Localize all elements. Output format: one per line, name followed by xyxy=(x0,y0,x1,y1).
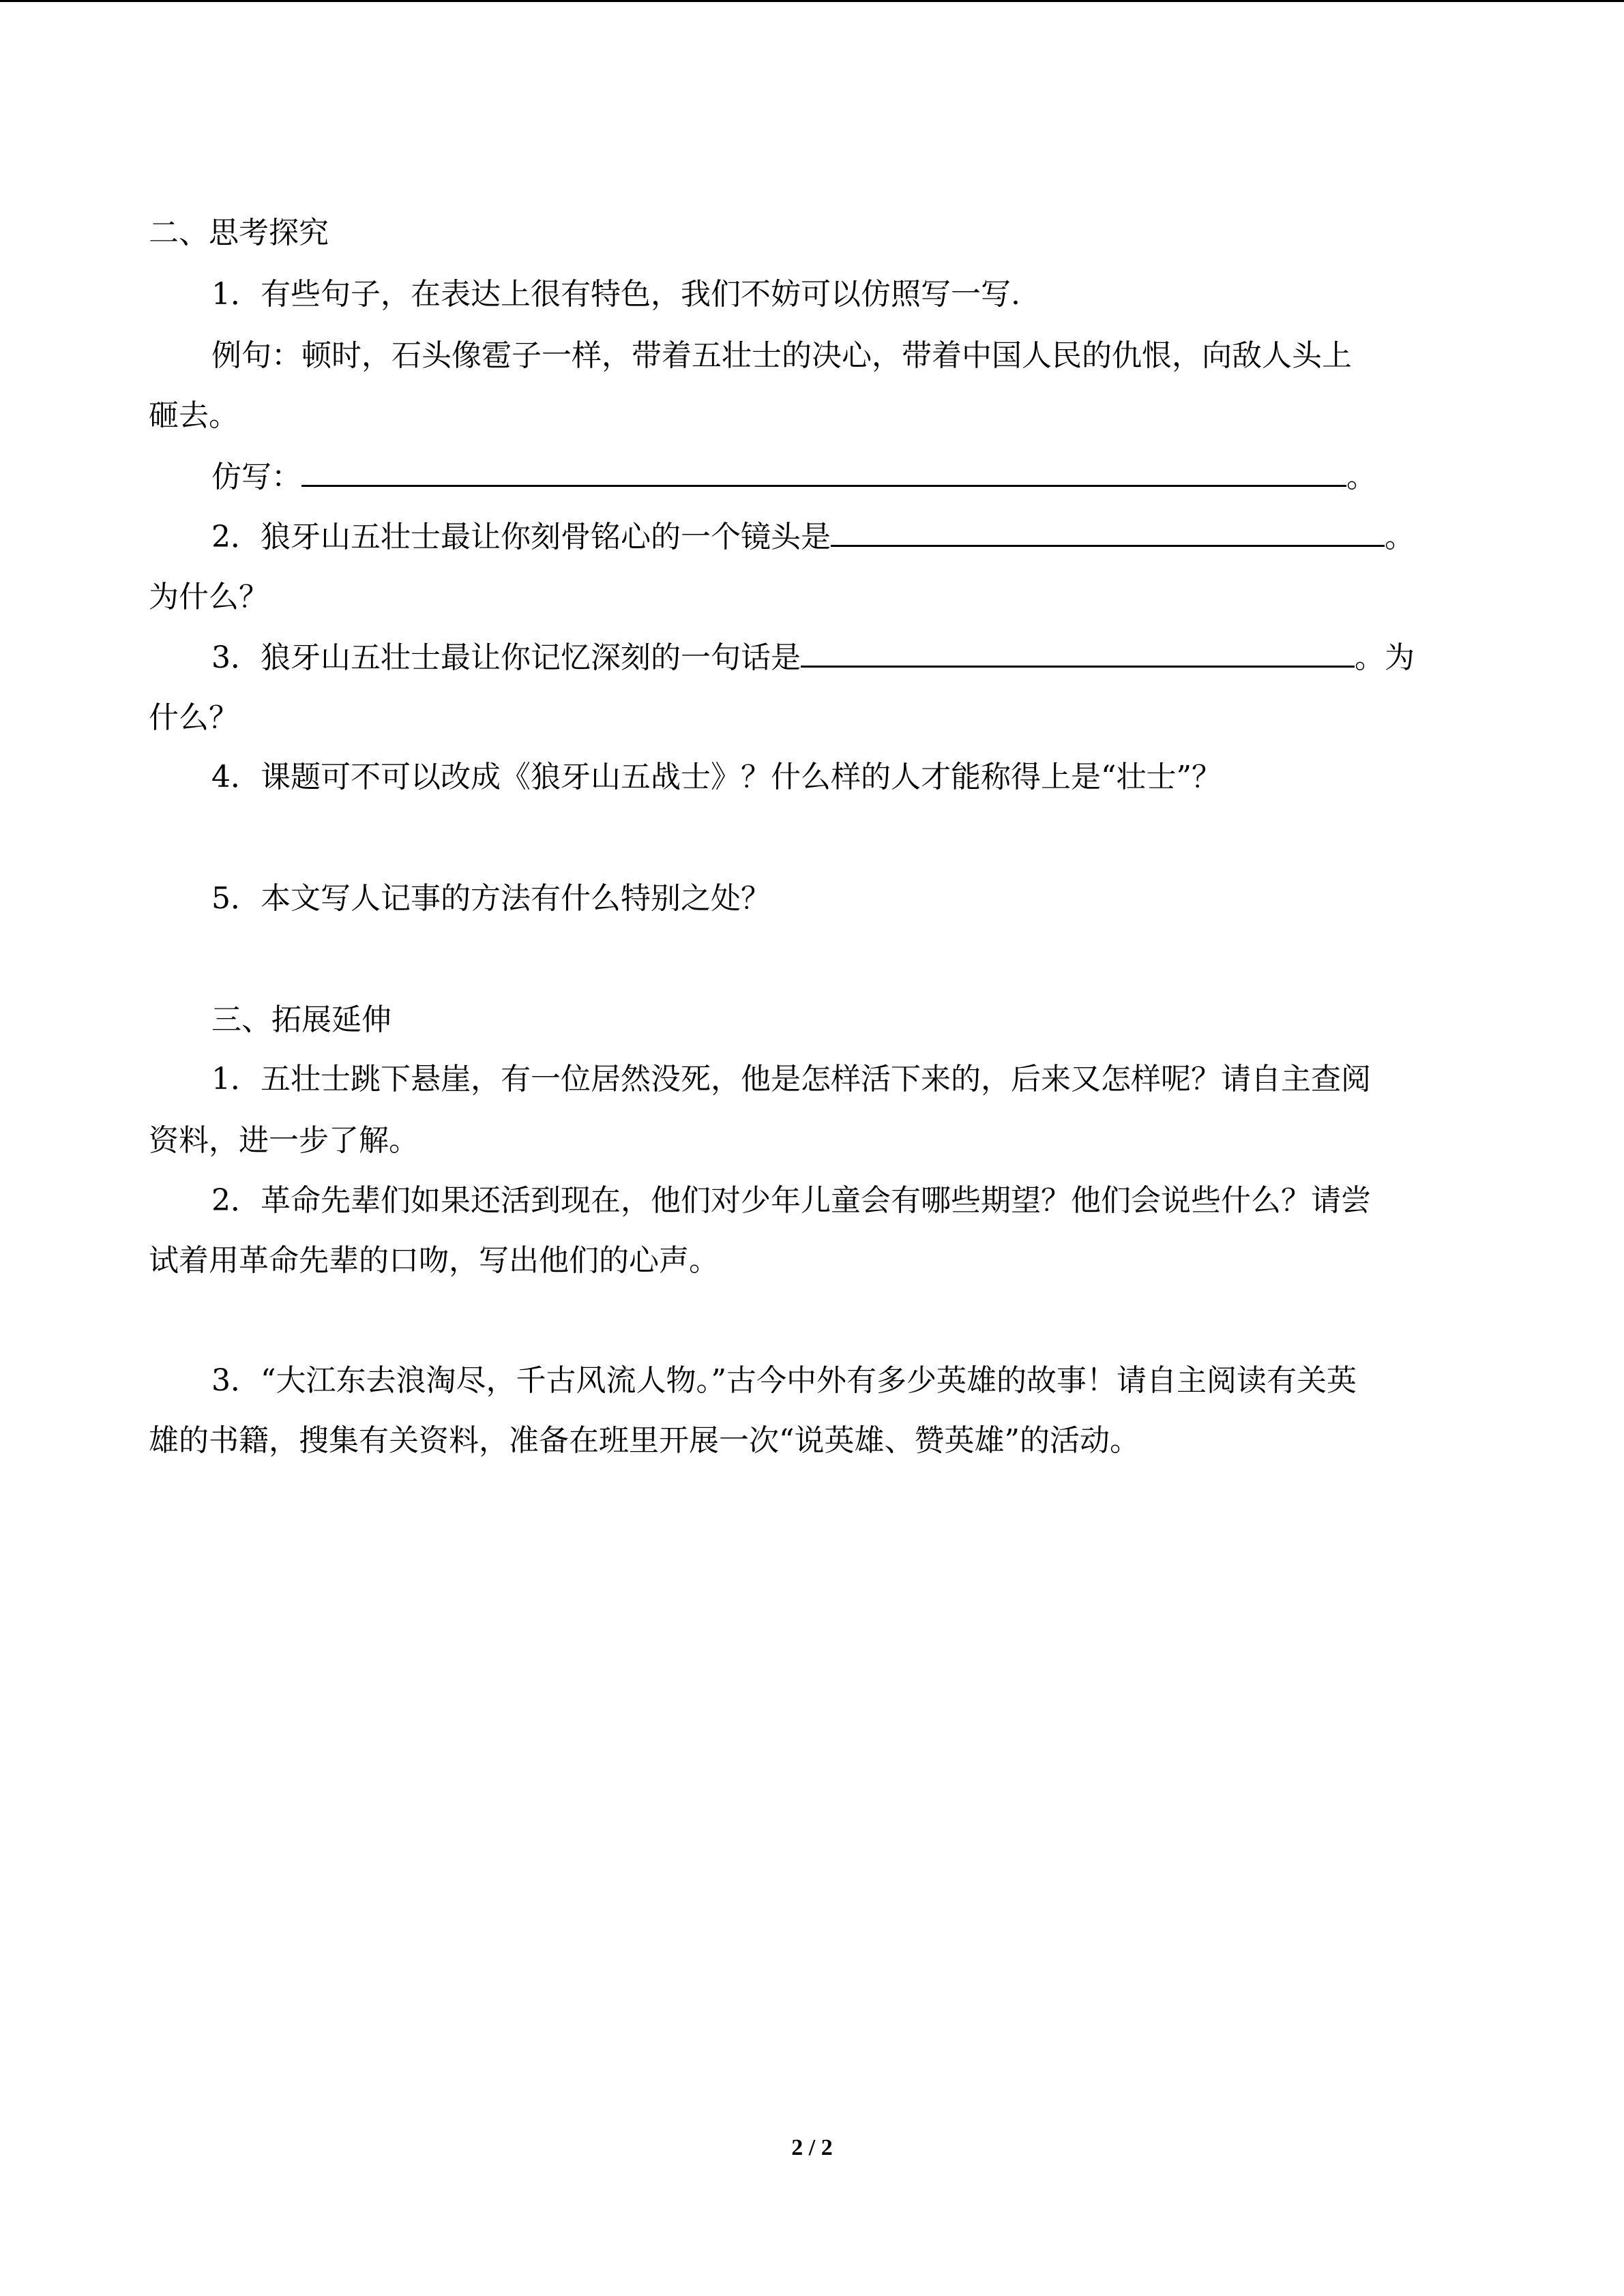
imitate-row xyxy=(211,457,1376,498)
question-2-row xyxy=(211,517,1415,558)
question-3-row xyxy=(211,638,1415,679)
question-5: 5．本文写人记事的方法有什么特别之处？ xyxy=(211,881,771,916)
question-3-answer-blank[interactable] xyxy=(801,638,1355,668)
extension-2-line2: 试着用革命先辈的口吻，写出他们的心声。 xyxy=(149,1243,719,1278)
question-3-line2: 什么？ xyxy=(149,700,239,735)
section-heading-extension: 三、拓展延伸 xyxy=(211,1002,392,1037)
question-1: 1．有些句子，在表达上很有特色，我们不妨可以仿照写一写. xyxy=(211,277,1020,312)
imitate-end-punct: 。 xyxy=(1346,460,1376,494)
question-2-answer-blank[interactable] xyxy=(831,518,1385,547)
section-heading-thinking: 二、思考探究 xyxy=(149,215,329,250)
imitate-label: 仿写： xyxy=(211,460,301,494)
question-4: 4．课题可不可以改成《狼牙山五战士》？什么样的人才能称得上是“壮士”？ xyxy=(211,760,1222,794)
question-2-line2: 为什么？ xyxy=(149,580,269,614)
extension-1-line2: 资料，进一步了解。 xyxy=(149,1123,419,1158)
question-3: 3．狼牙山五壮士最让你记忆深刻的一句话是 xyxy=(211,640,801,675)
imitate-answer-blank[interactable] xyxy=(301,458,1346,487)
question-2: 2．狼牙山五壮士最让你刻骨铭心的一个镜头是 xyxy=(211,520,831,554)
page-number: 2 / 2 xyxy=(791,2135,833,2160)
extension-2-line1: 2．革命先辈们如果还活到现在，他们对少年儿童会有哪些期望？他们会说些什么？请尝 xyxy=(211,1183,1371,1218)
extension-3-line1: 3．“大江东去浪淘尽，千古风流人物。”古今中外有多少英雄的故事！请自主阅读有关英 xyxy=(211,1363,1357,1398)
question-2-end-punct: 。 xyxy=(1385,520,1415,554)
example-sentence-line1: 例句：顿时，石头像雹子一样，带着五壮士的决心，带着中国人民的仇恨，向敌人头上 xyxy=(211,338,1352,373)
example-sentence-line2: 砸去。 xyxy=(149,398,239,433)
extension-1-line1: 1．五壮士跳下悬崖，有一位居然没死，他是怎样活下来的，后来又怎样呢？请自主查阅 xyxy=(211,1062,1371,1097)
extension-3-line2: 雄的书籍，搜集有关资料，准备在班里开展一次“说英雄、赞英雄”的活动。 xyxy=(149,1423,1140,1458)
question-3-end-punct: 。为 xyxy=(1355,640,1415,675)
